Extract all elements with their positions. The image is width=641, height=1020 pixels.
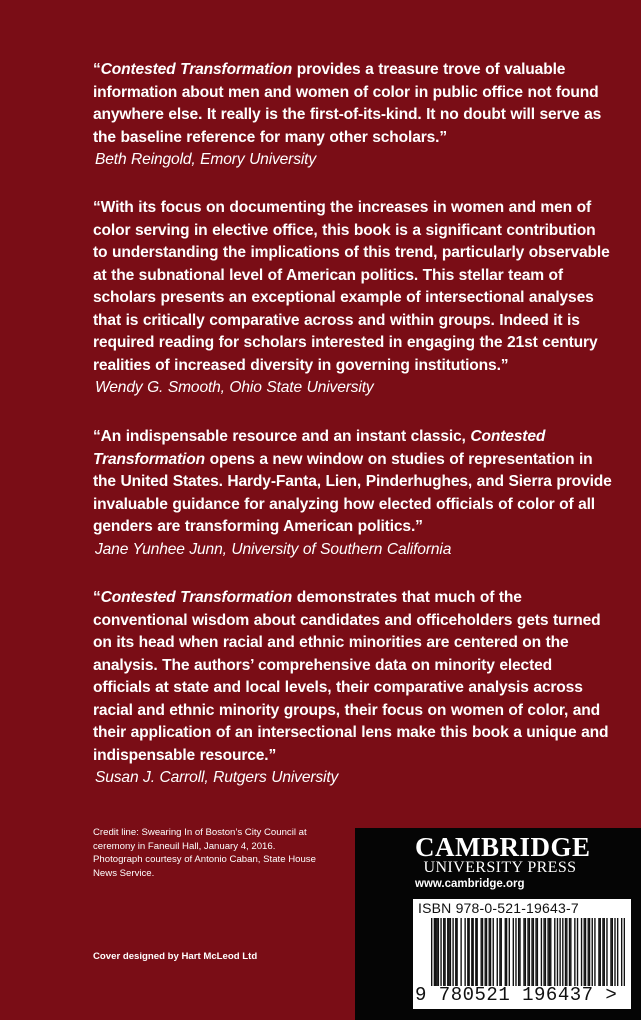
cover-designer: Cover designed by Hart McLeod Ltd: [93, 951, 258, 962]
barcode-bar: [482, 918, 483, 986]
blurb-body: demonstrates that much of the conventional wisdom about candidates and officeholders gets turned on its head when racial and ethnic minorities are centered on the analysis. The authors’ comprehensive data on minority elected officials at state and local levels, their comparative analysis across racial and ethnic minority groups, their focus on women of color, and their application of an intersectional lens make this book a unique and indispensable resource.”: [93, 589, 609, 764]
blurb-body: provides a treasure trove of valuable information about men and women of color in public office not found anywhere else. It really is the first-of-its-kind. It no doubt will serve as the baseline reference for many other scholars.”: [93, 61, 602, 146]
barcode-bar: [602, 918, 603, 986]
barcode-bar: [588, 918, 589, 986]
barcode-bar: [431, 918, 432, 986]
barcode-bar: [557, 918, 558, 986]
barcode-bar: [486, 918, 487, 986]
barcode-bar: [485, 918, 486, 986]
barcode: [431, 918, 625, 986]
barcode-bar: [585, 918, 586, 986]
isbn-barcode-box: [413, 899, 631, 1009]
barcode-bar: [523, 918, 524, 986]
barcode-bar: [505, 918, 506, 986]
publisher-logo-subname: UNIVERSITY PRESS: [423, 859, 577, 876]
barcode-bar: [547, 918, 548, 986]
barcode-bar: [455, 918, 456, 986]
book-title: Contested Transformation: [93, 428, 546, 468]
barcode-bar: [472, 918, 473, 986]
barcode-bar: [621, 918, 622, 986]
barcode-bar: [456, 918, 457, 986]
book-title: Contested Transformation: [100, 589, 293, 606]
barcode-bar: [549, 918, 550, 986]
barcode-bar: [598, 918, 599, 986]
barcode-bar: [535, 918, 536, 986]
blurb-body: “With its focus on documenting the increases in women and men of color serving in elective office, this book is a significant contribution to understanding the implications of this trend, particularly observable at the subnational level of American politics. This stellar team of scholars presents an exceptional example of intersectional analyses that is critically comparative across and within groups. Indeed it is required reading for scholars interested in engaging the 21st century realities of increased diversity in governing institutions.”: [93, 199, 610, 374]
barcode-bar: [570, 918, 571, 986]
barcode-bar: [600, 918, 601, 986]
barcode-bar: [541, 918, 542, 986]
barcode-bar: [467, 918, 468, 986]
blurb-attribution: Jane Yunhee Junn, University of Southern California: [95, 540, 452, 558]
barcode-bar: [513, 918, 514, 986]
barcode-bar: [594, 918, 595, 986]
open-quote: “: [93, 61, 101, 78]
barcode-bar: [515, 918, 516, 986]
blurb-text: [93, 197, 613, 377]
blurb-body: opens a new window on studies of representation in the United States. Hardy-Fanta, Lien, Pinderhughes, and Sierra provide invaluable guidance for analyzing how elected officials of color of all genders are transforming American politics.”: [93, 450, 612, 535]
barcode-bar: [447, 918, 448, 986]
barcode-bar: [493, 918, 494, 986]
barcode-bar: [499, 918, 500, 986]
barcode-bar: [452, 918, 453, 986]
publisher-logo-name: CAMBRIDGE: [415, 832, 591, 862]
barcode-bar: [481, 918, 482, 986]
barcode-digits: 9 780521 196437 >: [415, 984, 618, 1006]
barcode-bar: [435, 918, 436, 986]
barcode-bar: [574, 918, 575, 986]
barcode-bar: [497, 918, 498, 986]
barcode-bar: [475, 918, 476, 986]
barcode-bar: [577, 918, 578, 986]
barcode-bar: [562, 918, 563, 986]
barcode-bar: [584, 918, 585, 986]
barcode-bar: [565, 918, 566, 986]
blurb-text: [93, 426, 613, 539]
barcode-bar: [554, 918, 555, 986]
barcode-bar: [490, 918, 491, 986]
barcode-bar: [501, 918, 502, 986]
blurb-attribution: Susan J. Carroll, Rutgers University: [95, 769, 339, 786]
blurb-text: [93, 587, 613, 767]
review-blurb: [93, 59, 613, 172]
barcode-bar: [527, 918, 528, 986]
review-blurb: [93, 197, 613, 400]
barcode-bar: [581, 918, 582, 986]
barcode-bar: [436, 918, 437, 986]
barcode-bar: [518, 918, 519, 986]
barcode-bar: [566, 918, 567, 986]
barcode-bar: [489, 918, 490, 986]
barcode-bar: [614, 918, 615, 986]
barcode-bar: [525, 918, 526, 986]
photo-credit-line: Credit line: Swearing In of Boston’s City Council at ceremony in Faneuil Hall, January 4, 2016. Photograph courtesy of Antonio Caban, State House News Service.: [93, 827, 316, 879]
barcode-bar: [604, 918, 605, 986]
barcode-bar: [506, 918, 507, 986]
blurb-attribution: Wendy G. Smooth, Ohio State University: [95, 379, 374, 396]
open-quote: “: [93, 589, 101, 606]
blurb-body-start: “An indispensable resource and an instant classic,: [93, 428, 471, 445]
barcode-bar: [624, 918, 625, 986]
barcode-bar: [460, 918, 461, 986]
barcode-bar: [533, 918, 534, 986]
barcode-bar: [468, 918, 469, 986]
review-blurb: [93, 426, 613, 561]
barcode-bar: [543, 918, 544, 986]
blurb-text: [93, 59, 613, 149]
isbn-label: ISBN 978-0-521-19643-7: [418, 900, 579, 916]
barcode-bar: [440, 918, 441, 986]
barcode-bar: [509, 918, 510, 986]
barcode-bar: [550, 918, 551, 986]
barcode-bar: [434, 918, 435, 986]
barcode-bar: [531, 918, 532, 986]
barcode-bar: [606, 918, 607, 986]
barcode-bar: [559, 918, 560, 986]
barcode-bar: [450, 918, 451, 986]
book-title: Contested Transformation: [100, 61, 293, 78]
barcode-bar: [444, 918, 445, 986]
barcode-bar: [443, 918, 444, 986]
review-blurb: [93, 587, 613, 790]
barcode-bar: [464, 918, 465, 986]
barcode-bar: [589, 918, 590, 986]
barcode-bar: [592, 918, 593, 986]
blurb-attribution: Beth Reingold, Emory University: [95, 151, 317, 168]
publisher-panel: [355, 828, 641, 1020]
barcode-bar: [448, 918, 449, 986]
barcode-bar: [438, 918, 439, 986]
barcode-bar: [529, 918, 530, 986]
publisher-url: www.cambridge.org: [415, 878, 525, 890]
barcode-bar: [569, 918, 570, 986]
barcode-bar: [545, 918, 546, 986]
barcode-bar: [617, 918, 618, 986]
barcode-bar: [537, 918, 538, 986]
barcode-bar: [519, 918, 520, 986]
barcode-bar: [612, 918, 613, 986]
barcode-bar: [476, 918, 477, 986]
barcode-bar: [610, 918, 611, 986]
barcode-bar: [471, 918, 472, 986]
